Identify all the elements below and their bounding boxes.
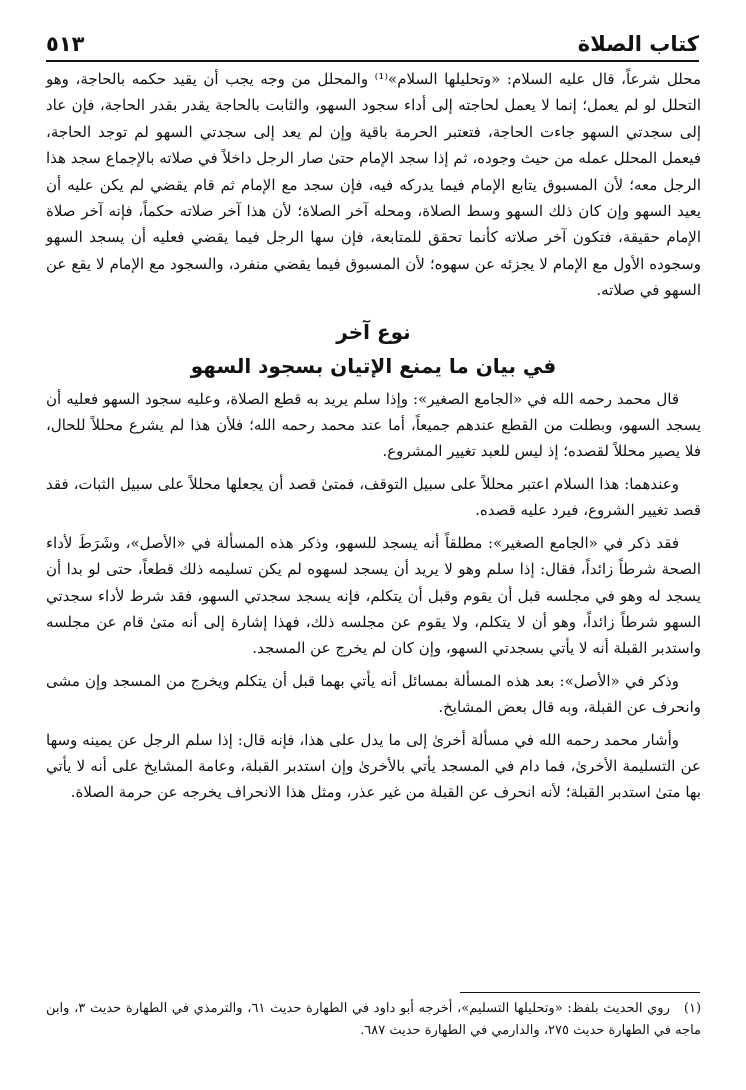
footnote-divider [460,992,700,993]
footnote [46,998,701,1042]
footnote-marker: (١) [683,1001,702,1016]
book-title: كتاب الصلاة [577,32,699,56]
paragraph: محلل شرعاً، قال عليه السلام: «وتحليلها السلام»⁽¹⁾ والمحلل من وجه يجب أن يقيد حكمه بالحاجة، وهو التحلل لو لم يعمل؛ إنما لا يعمل لحاجته إلى أداء سجود السهو، والثابت بالحاجة يقدر بقدر الحاجة، فإن عاد إلى سجدتي السهو جاءت الحاجة، فتعتبر الحرمة باقية وإن لم يعد إلى سجدتي السهو لم توجد الحاجة، فيعمل المحلل عمله من حيث وجوده، ثم إذا سجد الإمام حتىٰ صار الرجل داخلاً في صلاته بالإجماع سجد هذا الرجل معه؛ لأن المسبوق يتابع الإمام فيما يدركه فيه، فإن سجد مع الإمام ثم قام يقضي لم يكن عليه أن يعيد السهو وإن كان ذلك السهو وسط الصلاة، ومحله آخر الصلاة؛ لأن هذا آخر صلاته حكماً، فإنه آخر صلاة الإمام حقيقة، فتكون آخر صلاته كأنما تحقق للمتابعة، فإن سها الرجل فيما يقضي فعليه أن يسجد السهو وسجوده الأول مع الإمام لا يجزئه عن سهوه؛ لأن المسبوق فيما يقضي منفرد، والسجود مع الإمام لا يقع عن السهو في صلاته. [46,70,702,300]
main-text [46,66,701,812]
footnote-text: روي الحديث بلفظ: «وتحليلها التسليم»، أخرجه أبو داود في الطهارة حديث ٦١، والترمذي في الطهارة حديث ٣، وابن ماجه في الطهارة حديث ٢٧٥، والدارمي في الطهارة حديث ٦٨٧. [46,1001,701,1038]
running-header [46,28,699,62]
paragraph: وأشار محمد رحمه الله في مسألة أخرىٰ إلى ما يدل على هذا، فإنه قال: إذا سلم الرجل عن يمينه وسها عن التسليمة الأخرىٰ، فما دام في المسجد يأتي بالأخرىٰ وإن استدبر القبلة، وعامة المشايخ على أنه لا يأتي بها متىٰ استدبر القبلة؛ لأنه انحرف عن القبلة من غير عذر، ومثل هذا الانحراف يخرجه عن حرمة الصلاة. [46,730,701,802]
section-heading: نوع آخر [336,319,411,344]
page-number: ٥١٣ [46,32,85,56]
paragraph: فقد ذكر في «الجامع الصغير»: مطلقاً أنه يسجد للسهو، وذكر هذه المسألة في «الأصل»، وشَرَطَ لأداء الصحة شرطاً زائداً، فقال: إذا سلم وهو لا يريد أن يسجد لسهوه لم يكن تسليمه ذلك قطعاً، حتى لو بدا أن يسجد له وهو في مجلسه قبل أن يقوم وقبل أن يتكلم، فإنه يسجد سجدتي السهو، فقد شرط لأداء سجدتي السهو شرطاً زائداً، وهو أن لا يتكلم، ولا يقوم عن مجلسه ذلك، فهذا إشارة إلى أنه متىٰ قام عن مجلسه واستدبر القبلة أنه لا يأتي بسجدتي السهو، وإن كان لم يخرج عن المسجد. [46,533,701,658]
section-subheading: في بيان ما يمنع الإتيان بسجود السهو [190,353,557,378]
paragraph: قال محمد رحمه الله في «الجامع الصغير»: وإذا سلم يريد به قطع الصلاة، وعليه سجود السهو فعليه أن يسجد السهو، وبطلت من القطع عندهم جميعاً، أما عند محمد رحمه الله؛ فلأن هذا لم يشرع محللاً للحال، فلا يصير محللاً لقصده؛ إذ ليس للعبد تغيير المشروع. [46,389,701,461]
paragraph: وعندهما: هذا السلام اعتبر محللاً على سبيل التوقف، فمتىٰ قصد أن يجعلها محللاً على سبيل الثبات، فقد قصد تغيير الشروع، فيرد عليه قصده. [46,474,701,520]
paragraph: وذكر في «الأصل»: بعد هذه المسألة بمسائل أنه يأتي بهما قبل أن يتكلم ويخرج من المسجد وإن مشى وانحرف عن القبلة، وبه قال بعض المشايخ. [46,671,701,717]
